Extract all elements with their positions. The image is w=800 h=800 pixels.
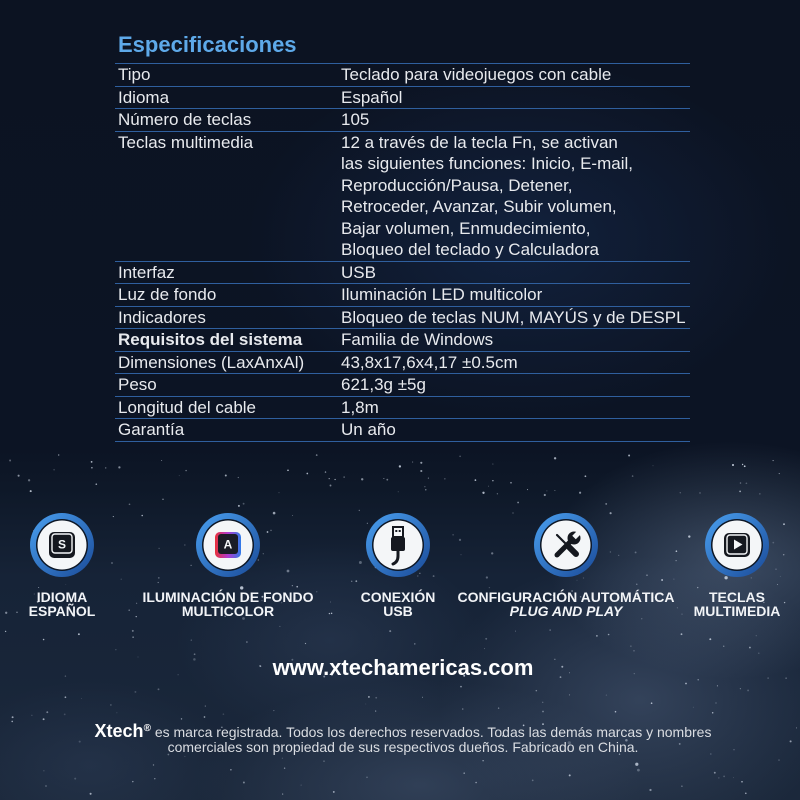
star xyxy=(414,643,415,644)
star xyxy=(279,626,280,627)
star xyxy=(284,768,285,769)
star xyxy=(482,760,483,761)
star xyxy=(733,777,734,778)
star xyxy=(5,631,6,632)
star xyxy=(185,470,186,471)
spec-row-teclas-multimedia xyxy=(115,132,690,262)
star xyxy=(412,462,413,463)
star xyxy=(785,677,787,679)
star xyxy=(482,492,484,494)
star xyxy=(334,479,335,480)
star xyxy=(137,656,138,657)
spec-label: Peso xyxy=(118,375,157,394)
star xyxy=(116,712,117,713)
star xyxy=(53,469,55,471)
star xyxy=(43,770,44,771)
star xyxy=(536,690,538,692)
spec-value-line: las siguientes funciones: Inicio, E-mail, xyxy=(341,154,633,173)
star xyxy=(497,493,498,494)
star xyxy=(459,455,461,457)
spec-value xyxy=(341,419,690,441)
spec-label: Indicadores xyxy=(118,307,206,327)
star xyxy=(632,475,634,477)
star xyxy=(81,698,82,699)
star xyxy=(238,505,240,507)
spec-row-requisitos xyxy=(115,329,690,352)
star xyxy=(420,462,422,464)
star xyxy=(282,794,283,795)
star xyxy=(45,785,47,787)
spec-row-interfaz xyxy=(115,262,690,285)
star xyxy=(424,486,425,487)
star xyxy=(316,454,318,456)
star xyxy=(544,494,546,496)
star xyxy=(78,633,80,635)
star xyxy=(243,782,245,784)
star xyxy=(685,683,687,685)
star xyxy=(615,711,617,713)
star xyxy=(742,464,743,465)
star xyxy=(641,618,642,619)
usb-plug-icon xyxy=(365,512,431,578)
star xyxy=(550,630,551,631)
star xyxy=(714,772,716,774)
feature-label xyxy=(682,590,792,618)
star xyxy=(485,638,487,640)
star xyxy=(230,769,232,771)
star xyxy=(475,479,477,481)
registered-mark: ® xyxy=(143,723,151,734)
spec-label: Luz de fondo xyxy=(118,285,217,304)
star xyxy=(162,499,163,500)
star xyxy=(635,763,638,766)
spec-value-line: Teclado para videojuegos con cable xyxy=(341,65,612,84)
star xyxy=(12,716,14,718)
spec-row-numero-teclas xyxy=(115,109,690,132)
star xyxy=(630,645,631,646)
star xyxy=(399,465,401,467)
star xyxy=(542,711,544,713)
spec-row-dimensiones xyxy=(115,352,690,375)
star xyxy=(633,650,635,652)
star xyxy=(90,793,92,795)
star xyxy=(779,473,780,474)
spec-value-line: Español xyxy=(341,87,403,107)
star xyxy=(740,482,742,484)
star xyxy=(463,772,465,774)
feature-teclas-multimedia xyxy=(682,512,792,618)
spec-value-line: Bloqueo del teclado y Calculadora xyxy=(341,240,600,259)
star xyxy=(653,465,654,466)
star xyxy=(398,491,399,492)
star xyxy=(569,774,571,776)
star xyxy=(428,478,429,479)
star xyxy=(605,503,607,505)
feature-label-line2: MULTICOLOR xyxy=(181,603,275,619)
spec-row-luz-de-fondo xyxy=(115,284,690,307)
star xyxy=(115,649,116,650)
star xyxy=(223,713,225,715)
spec-value xyxy=(341,262,690,284)
star xyxy=(608,634,610,636)
star xyxy=(475,782,477,784)
star xyxy=(105,467,107,469)
star xyxy=(386,479,388,481)
star xyxy=(118,466,120,468)
star xyxy=(741,781,743,783)
star xyxy=(30,490,32,492)
star xyxy=(132,636,133,637)
rgb-keycap-icon xyxy=(195,512,261,578)
star xyxy=(723,776,725,778)
star xyxy=(366,777,368,779)
star xyxy=(517,502,519,504)
star xyxy=(606,694,607,695)
star xyxy=(225,474,227,476)
spec-label: Dimensiones (LaxAnxAl) xyxy=(118,352,305,372)
star xyxy=(759,493,760,494)
spec-value-line: 1,8m xyxy=(341,397,379,417)
star xyxy=(389,630,391,632)
spec-value xyxy=(341,374,690,396)
spec-value xyxy=(341,352,690,374)
star xyxy=(773,460,774,461)
star xyxy=(132,630,134,632)
spec-value xyxy=(341,109,690,131)
star xyxy=(287,469,289,471)
star xyxy=(279,492,280,493)
usb-pin xyxy=(395,530,397,532)
feature-label-line2: ESPAÑOL xyxy=(28,603,96,619)
spec-value xyxy=(341,307,690,329)
star xyxy=(179,475,180,476)
star xyxy=(184,756,185,757)
star xyxy=(46,711,48,713)
star xyxy=(129,503,131,505)
star xyxy=(306,473,308,475)
spec-value-line: Bajar volumen, Enmudecimiento, xyxy=(341,218,591,238)
spec-value-line: Iluminación LED multicolor xyxy=(341,285,543,304)
star xyxy=(758,652,759,653)
star xyxy=(305,643,306,644)
star xyxy=(191,639,192,640)
feature-idioma-espanol xyxy=(7,512,117,618)
star xyxy=(699,492,700,493)
star xyxy=(732,464,734,466)
spec-value-line: Retroceder, Avanzar, Subir volumen, xyxy=(341,197,617,216)
star xyxy=(697,679,698,680)
spec-value xyxy=(341,64,690,86)
star xyxy=(444,478,445,479)
play-button-icon xyxy=(704,512,770,578)
spec-value xyxy=(341,132,690,261)
star xyxy=(193,658,196,661)
spec-label: Interfaz xyxy=(118,262,175,282)
footer-legal-line2 xyxy=(6,738,800,756)
star xyxy=(554,490,555,491)
star xyxy=(746,482,748,484)
spec-label: Número de teclas xyxy=(118,110,252,129)
star xyxy=(359,510,360,511)
star xyxy=(546,490,547,491)
spec-value-line: 12 a través de la tecla Fn, se activan xyxy=(341,132,618,152)
spec-value-line: 43,8x17,6x4,17 ±0.5cm xyxy=(341,352,518,372)
feature-label-line1: ILUMINACIÓN DE FONDO xyxy=(142,589,314,605)
star xyxy=(723,646,724,647)
star xyxy=(634,673,635,674)
star xyxy=(554,457,556,459)
feature-label-line2: PLUG AND PLAY xyxy=(509,603,623,619)
feature-label-line1: IDIOMA xyxy=(36,589,88,605)
star xyxy=(462,708,464,710)
star xyxy=(154,778,155,779)
star xyxy=(375,711,376,712)
spec-label: Garantía xyxy=(118,420,185,439)
star xyxy=(344,477,345,478)
star xyxy=(492,480,493,481)
star xyxy=(65,696,67,698)
star xyxy=(756,635,757,636)
star xyxy=(43,639,45,641)
spec-value-line: 105 xyxy=(341,110,370,129)
star xyxy=(745,792,747,794)
star xyxy=(420,470,422,472)
star xyxy=(651,702,653,704)
star xyxy=(749,647,751,649)
star xyxy=(744,465,746,467)
feature-label-line1: CONFIGURACIÓN AUTOMÁTICA xyxy=(457,589,675,605)
wrench-screwdriver-icon xyxy=(533,512,599,578)
star xyxy=(325,471,326,472)
star xyxy=(18,475,20,477)
spec-value xyxy=(341,329,690,351)
website-url: www.xtechamericas.com xyxy=(272,655,534,680)
star xyxy=(715,702,716,703)
footer-brand: Xtech xyxy=(94,721,144,741)
star xyxy=(134,691,136,693)
star xyxy=(333,791,335,793)
star xyxy=(579,492,581,494)
spec-row-peso xyxy=(115,374,690,397)
spec-row-garantia xyxy=(115,419,690,442)
star xyxy=(323,761,324,762)
star xyxy=(717,685,718,686)
spec-label: Tipo xyxy=(118,65,151,84)
star xyxy=(585,475,587,477)
star xyxy=(740,688,741,689)
star xyxy=(361,478,363,480)
feature-iluminacion-multicolor xyxy=(128,512,328,618)
feature-label xyxy=(128,590,328,618)
footer-text-line2: comerciales son propiedad de sus respectivos dueños. Fabricado en China. xyxy=(167,739,639,755)
star xyxy=(74,778,76,780)
spec-label: Idioma xyxy=(118,87,170,107)
star xyxy=(91,467,93,469)
star xyxy=(712,712,714,714)
usb-plug-body xyxy=(391,537,405,551)
star xyxy=(510,482,512,484)
star xyxy=(243,503,245,505)
star xyxy=(58,454,59,455)
feature-label xyxy=(446,590,686,618)
star xyxy=(121,579,122,580)
star xyxy=(649,789,651,791)
star xyxy=(527,489,528,490)
star xyxy=(718,777,719,778)
star xyxy=(693,707,694,708)
star xyxy=(110,704,111,705)
star xyxy=(422,697,423,698)
star xyxy=(739,491,741,493)
star xyxy=(767,677,768,678)
star xyxy=(204,716,206,718)
star xyxy=(65,675,66,676)
star xyxy=(31,715,32,716)
star xyxy=(488,486,489,487)
star xyxy=(498,707,499,708)
star xyxy=(460,686,462,688)
feature-label-line2: MULTIMEDIA xyxy=(693,603,781,619)
spec-value-line: USB xyxy=(341,262,376,282)
star xyxy=(515,631,516,632)
star xyxy=(628,455,630,457)
spec-value xyxy=(341,397,690,419)
star xyxy=(681,785,683,787)
star xyxy=(95,483,97,485)
star xyxy=(161,460,162,461)
spec-label: Longitud del cable xyxy=(118,397,257,417)
star xyxy=(91,461,93,463)
star xyxy=(301,785,302,786)
star xyxy=(484,648,485,649)
spec-value-line: Familia de Windows xyxy=(341,330,494,349)
star xyxy=(330,485,332,487)
star xyxy=(542,702,543,703)
keycap-letter: A xyxy=(223,537,233,552)
star xyxy=(375,697,377,699)
star xyxy=(329,478,330,479)
star xyxy=(365,704,366,705)
spec-value-line: Un año xyxy=(341,420,396,439)
star xyxy=(205,706,206,707)
star xyxy=(28,479,30,481)
star xyxy=(532,780,534,782)
spec-row-longitud-cable xyxy=(115,397,690,420)
footer-text-line1: es marca registrada. Todos los derechos reservados. Todas las demás marcas y nombres xyxy=(154,724,712,740)
star xyxy=(680,492,681,493)
star xyxy=(368,696,370,698)
feature-label-line1: TECLAS xyxy=(709,589,765,605)
star xyxy=(238,477,239,478)
star xyxy=(282,758,283,759)
spec-row-idioma xyxy=(115,87,690,110)
feature-label-line2: USB xyxy=(383,603,413,619)
feature-label xyxy=(7,590,117,618)
spec-row-tipo xyxy=(115,64,690,87)
star xyxy=(569,694,570,695)
star xyxy=(596,635,598,637)
star xyxy=(158,688,160,690)
star xyxy=(132,781,133,782)
star xyxy=(778,760,779,761)
spec-value-line: 621,3g ±5g xyxy=(341,375,426,394)
star xyxy=(153,764,154,765)
usb-pin xyxy=(399,530,401,532)
star xyxy=(64,714,66,716)
spec-value-line: Bloqueo de teclas NUM, MAYÚS y de DESPL xyxy=(341,307,686,327)
spec-value xyxy=(341,284,690,306)
star xyxy=(194,653,196,655)
star xyxy=(383,478,384,479)
spec-value xyxy=(341,87,690,109)
feature-label-line1: CONEXIÓN xyxy=(360,589,436,605)
spec-label: Teclas multimedia xyxy=(118,132,254,152)
star xyxy=(637,769,640,772)
star xyxy=(178,674,179,675)
keycap-letter: S xyxy=(57,537,67,552)
spec-table xyxy=(115,63,690,442)
star xyxy=(747,689,749,691)
star xyxy=(9,460,11,462)
s-keycap-icon xyxy=(29,512,95,578)
star xyxy=(709,638,711,640)
specs-title: Especificaciones xyxy=(118,32,297,57)
spec-row-indicadores xyxy=(115,307,690,330)
star xyxy=(273,710,274,711)
star xyxy=(681,633,683,635)
spec-label: Requisitos del sistema xyxy=(118,330,303,349)
star xyxy=(492,464,493,465)
feature-plug-and-play xyxy=(446,512,686,618)
star xyxy=(246,641,248,643)
star xyxy=(425,489,426,490)
spec-value-line: Reproducción/Pausa, Detener, xyxy=(341,175,573,195)
